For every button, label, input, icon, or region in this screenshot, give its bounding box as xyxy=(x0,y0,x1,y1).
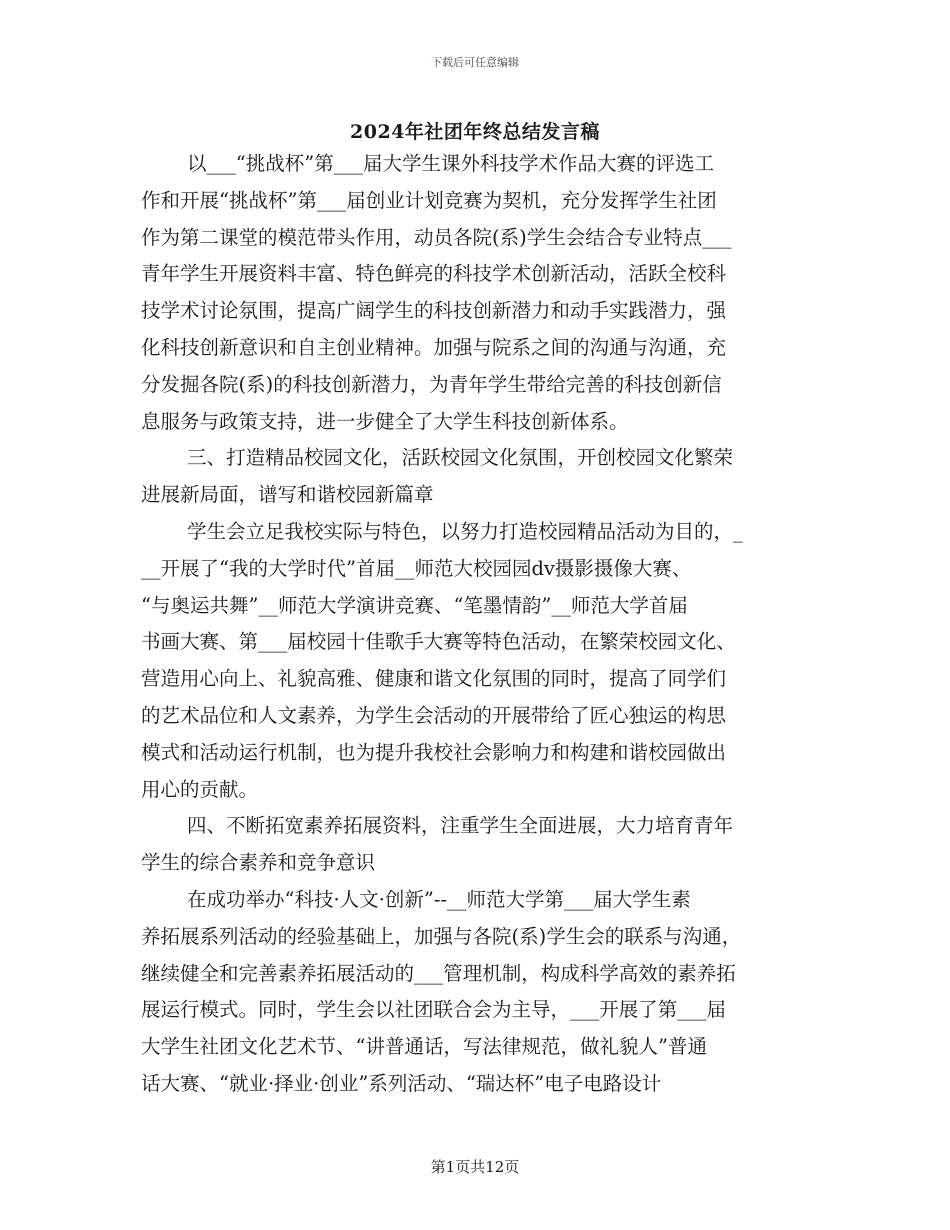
text-line: “与奥运共舞”__师范大学演讲竞赛、“笔墨情韵”__师范大学首届 xyxy=(141,593,688,617)
text-line: 养拓展系列活动的经验基础上，加强与各院(系)学生会的联系与沟通， xyxy=(141,924,742,948)
text-line: 化科技创新意识和自主创业精神。加强与院系之间的沟通与沟通，充 xyxy=(141,335,727,359)
text-line: 息服务与政策支持，进一步健全了大学生科技创新体系。 xyxy=(141,409,629,433)
text-line: 大学生社团文化艺术节、“讲普通话，写法律规范，做礼貌人”普通 xyxy=(141,1035,707,1059)
text-line: 分发掘各院(系)的科技创新潜力，为青年学生带给完善的科技创新信 xyxy=(141,372,722,396)
text-line: 以___“挑战杯”第___届大学生课外科技学术作品大赛的评选工 xyxy=(187,152,714,175)
text-line: 学生会立足我校实际与特色，以努力打造校园精品活动为目的，_ xyxy=(187,519,743,543)
text-line: 话大赛、“就业·择业·创业”系列活动、“瑞达杯”电子电路设计 xyxy=(141,1071,662,1095)
section-heading-line: 三、打造精品校园文化，活跃校园文化氛围，开创校园文化繁荣 xyxy=(187,446,734,470)
text-line: 模式和活动运行机制，也为提升我校社会影响力和构建和谐校园做出 xyxy=(141,740,727,764)
section-heading-line: 四、不断拓宽素养拓展资料，注重学生全面进展，大力培育青年 xyxy=(187,814,734,838)
text-line: 作为第二课堂的模范带头作用，动员各院(系)学生会结合专业特点___ xyxy=(141,225,732,249)
text-line: 用心的贡献。 xyxy=(141,777,259,801)
text-line: 的艺术品位和人文素养，为学生会活动的开展带给了匠心独运的构思 xyxy=(141,703,727,727)
text-line: __开展了“我的大学时代”首届__师范大校园园dv摄影摄像大赛、 xyxy=(141,556,692,580)
text-line: 青年学生开展资料丰富、特色鲜亮的科技学术创新活动，活跃全校科 xyxy=(141,262,727,286)
text-line: 书画大赛、第___届校园十佳歌手大赛等特色活动，在繁荣校园文化、 xyxy=(141,630,736,654)
text-line: 技学术讨论氛围，提高广阔学生的科技创新潜力和动手实践潜力，强 xyxy=(141,299,727,323)
section-heading-line: 进展新局面，谱写和谐校园新篇章 xyxy=(141,483,434,507)
text-line: 继续健全和完善素养拓展活动的___管理机制，构成科学高效的素养拓 xyxy=(141,961,736,985)
header-note: 下载后可任意编辑 xyxy=(431,56,519,69)
text-line: 作和开展“挑战杯”第___届创业计划竞赛为契机，充分发挥学生社团 xyxy=(141,188,717,212)
text-line: 营造用心向上、礼貌高雅、健康和谐文化氛围的同时，提高了同学们 xyxy=(141,667,727,691)
document-body xyxy=(141,146,809,1103)
text-line: 展运行模式。同时，学生会以社团联合会为主导，___开展了第___届 xyxy=(141,998,727,1022)
section-heading-line: 学生的综合素养和竞争意识 xyxy=(141,851,376,875)
page-number-footer: 第1页共12页 xyxy=(430,1158,520,1176)
text-line: 在成功举办“科技·人文·创新”--__师范大学第___届大学生素 xyxy=(187,887,691,911)
document-title: 2024年社团年终总结发言稿 xyxy=(350,121,600,143)
